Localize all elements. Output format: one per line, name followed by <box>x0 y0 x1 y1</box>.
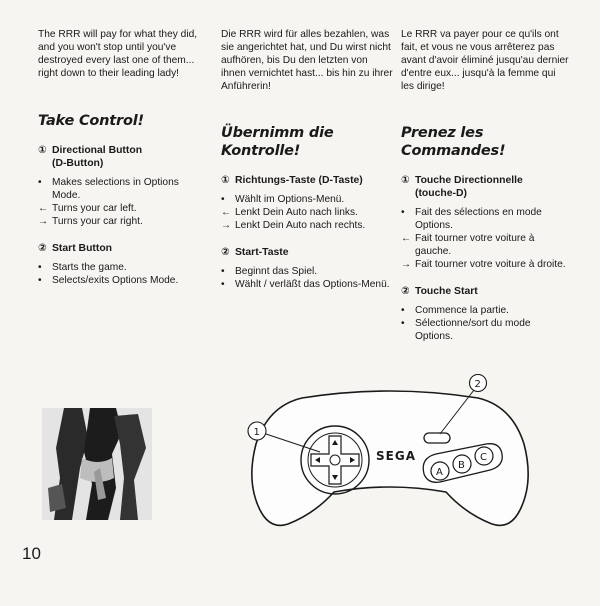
section-heading: Übernimm die Kontrolle! <box>221 125 334 159</box>
callout-number: ① <box>221 175 230 186</box>
list-item <box>401 304 571 317</box>
intro-text: The RRR will pay for what they did, and you won't stop until you've destroyed every last one of them... right down to their leading lady! <box>38 29 198 79</box>
callout-1 <box>248 422 266 440</box>
list-item <box>221 219 393 232</box>
list-item-text: Lenkt Dein Auto nach links. <box>235 207 358 218</box>
callout-number: ① <box>401 175 410 186</box>
list-item <box>401 232 571 258</box>
bullet-list <box>38 176 206 228</box>
button-b <box>453 455 471 473</box>
arrow-left-icon: ← <box>401 233 412 244</box>
section-heading: Take Control! <box>38 113 144 129</box>
arrow-left-icon: ← <box>221 207 232 218</box>
bullet-icon: • <box>221 194 225 205</box>
svg-text:A: A <box>436 467 443 478</box>
list-item-text: Turns your car left. <box>52 203 137 214</box>
directional-button-heading <box>221 174 393 187</box>
bullet-icon: • <box>221 279 225 290</box>
subheading-title-line2: (D-Button) <box>52 158 104 169</box>
subheading-title: Directional Button <box>52 145 143 156</box>
start-button <box>424 433 450 443</box>
directional-button-heading <box>38 144 206 170</box>
column-german <box>221 28 393 291</box>
bullet-icon: • <box>38 177 42 188</box>
bullet-list <box>221 265 393 291</box>
arrow-left-icon: ← <box>38 203 49 214</box>
list-item-text: Wählt im Options-Menü. <box>235 194 345 205</box>
bullet-icon: • <box>38 262 42 273</box>
list-item <box>38 202 206 215</box>
bullet-list <box>221 193 393 232</box>
brand-logo: SEGA <box>376 449 416 463</box>
subheading-title: Start-Taste <box>235 247 289 258</box>
svg-text:C: C <box>480 452 487 463</box>
arrow-right-icon: → <box>221 220 232 231</box>
controller-diagram <box>240 374 540 544</box>
list-item <box>401 317 571 343</box>
callout-2 <box>470 375 487 392</box>
arrow-right-icon: → <box>401 259 412 270</box>
bullet-list <box>401 304 571 343</box>
list-item-text: Fait tourner votre voiture à gauche. <box>415 233 535 257</box>
callout-number: ① <box>38 145 47 156</box>
intro-text: Le RRR va payer pour ce qu'ils ont fait, et vous ne vous arrêterez pas avant d'avoir éliminé jusqu'au dernier d'entre eux... jusqu'à la femme qui les dirige! <box>401 29 569 92</box>
list-item-text: Fait des sélections en mode Options. <box>415 207 542 231</box>
callout-number: ② <box>38 243 47 254</box>
arrow-right-icon: → <box>38 216 49 227</box>
start-button-heading <box>38 242 206 255</box>
list-item <box>401 258 571 271</box>
subheading-title: Touche Directionnelle <box>415 175 523 186</box>
callout-number: ② <box>401 286 410 297</box>
list-item-text: Wählt / verläßt das Options-Menü. <box>235 279 390 290</box>
button-a <box>431 462 449 480</box>
list-item-text: Starts the game. <box>52 262 127 273</box>
intro-text: Die RRR wird für alles bezahlen, was sie angerichtet hat, und Du wirst nicht aufhören, bis Du den letzten von ihnen vernichtet hast... bis hin zu ihrer Anführerin! <box>221 29 393 92</box>
list-item <box>38 274 206 287</box>
list-item <box>221 265 393 278</box>
subheading-title: Start Button <box>52 243 113 254</box>
svg-text:B: B <box>458 460 465 471</box>
list-item-text: Sélectionne/sort du mode Options. <box>415 318 531 342</box>
section-heading: Prenez les Commandes! <box>401 125 506 159</box>
bullet-icon: • <box>401 207 405 218</box>
list-item-text: Fait tourner votre voiture à droite. <box>415 259 566 270</box>
bullet-icon: • <box>38 275 42 286</box>
bullet-icon: • <box>401 305 405 316</box>
svg-text:2: 2 <box>474 379 481 390</box>
bullet-list <box>401 206 571 271</box>
bullet-icon: • <box>401 318 405 329</box>
start-button-heading <box>221 246 393 259</box>
list-item-text: Turns your car right. <box>52 216 143 227</box>
column-french <box>401 28 571 343</box>
list-item-text: Beginnt das Spiel. <box>235 266 318 277</box>
list-item <box>221 206 393 219</box>
button-c <box>475 447 493 465</box>
list-item-text: Commence la partie. <box>415 305 509 316</box>
column-english <box>38 28 206 287</box>
page-number: 10 <box>22 544 41 563</box>
subheading-title: Touche Start <box>415 286 478 297</box>
list-item <box>401 206 571 232</box>
svg-text:1: 1 <box>253 427 260 438</box>
list-item <box>38 261 206 274</box>
list-item <box>221 193 393 206</box>
bullet-icon: • <box>221 266 225 277</box>
bullet-list <box>38 261 206 287</box>
directional-button-heading <box>401 174 571 200</box>
illustration-photo <box>42 408 152 520</box>
subheading-title-line2: (touche-D) <box>415 188 467 199</box>
list-item <box>38 176 206 202</box>
list-item <box>221 278 393 291</box>
list-item <box>38 215 206 228</box>
list-item-text: Makes selections in Options Mode. <box>52 177 179 201</box>
start-button-heading <box>401 285 571 298</box>
callout-number: ② <box>221 247 230 258</box>
list-item-text: Selects/exits Options Mode. <box>52 275 179 286</box>
list-item-text: Lenkt Dein Auto nach rechts. <box>235 220 366 231</box>
subheading-title: Richtungs-Taste (D-Taste) <box>235 175 363 186</box>
